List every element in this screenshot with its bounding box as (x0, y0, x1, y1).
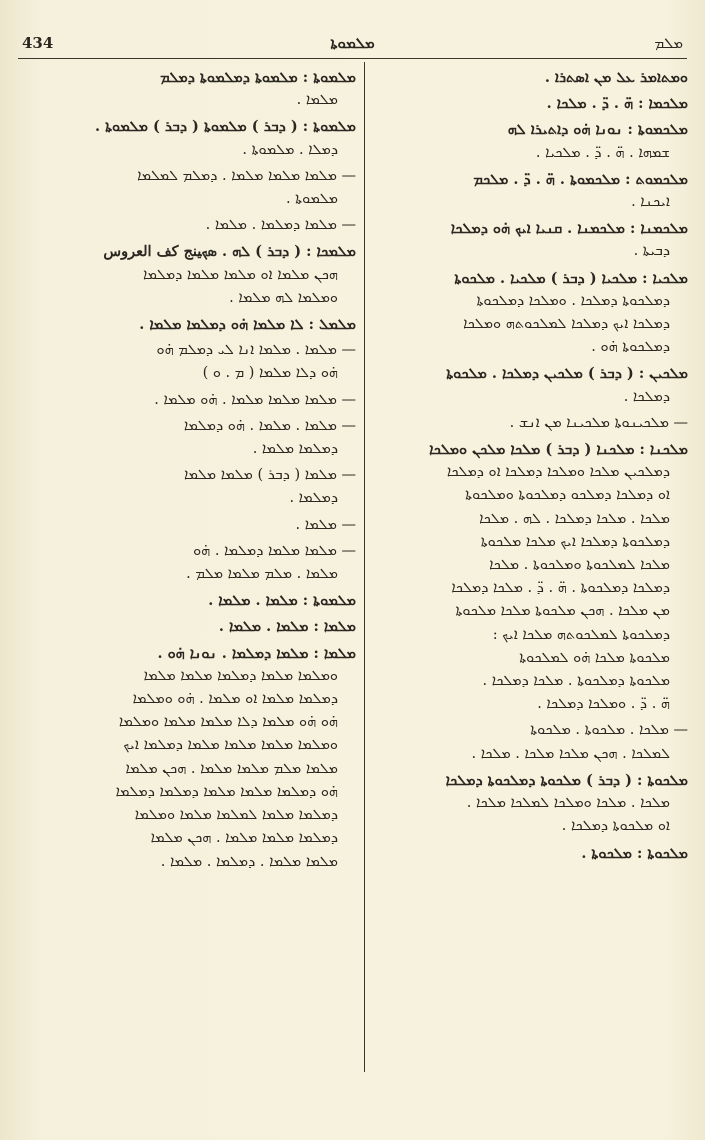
section-title: ܡܠܡ (654, 34, 683, 52)
entry-line: ܗ̇ܘ ܗ̇ܘ ܡܠܡܐ ܕܠܐ ܡܠܡܐ ܡܠܡܐ ܘܡܠܡܐ (118, 714, 338, 731)
dictionary-entry (376, 92, 688, 115)
entry-line: ܕܡܠܡܐ ܡܠܡܐ . (252, 441, 338, 458)
sub-entry (376, 719, 688, 765)
entry-line: — ܡܠܡܐ . ܡܠܡܐ . ܗ̇ܘ ܕܡܠܡܐ (183, 417, 356, 434)
sub-entry (20, 415, 356, 461)
sub-entry (20, 214, 356, 237)
entry-line: ܡܠܟܘܬܐ ܕܡܠܟܘܬܐ . ܡܠܟܐ ܕܡܠܟܐ . (482, 673, 670, 690)
entry-line: ܗ̇ܘ ܕܡܠܡܐ ܡܠܡܐ ܡܠܡܐ ܕܡܠܡܐ ܕܡܠܡܐ (115, 783, 338, 800)
entry-line: ܫܡܗܐ . ܗ̈ . ܕ̈ . ܡܠܟܝܐ . (535, 144, 670, 161)
entry-line: ܡܠܡܐ . (296, 92, 338, 109)
dictionary-entry (376, 118, 688, 164)
entry-line: ܡܠܡܐ . ܡܠܡ ܡܠܡܐ ܡܠܡ . (186, 566, 338, 583)
entry-line: ܐܝܟܢܐ . (631, 194, 670, 211)
dictionary-entry (20, 313, 356, 336)
dictionary-entry (20, 615, 356, 638)
entry-line: ܗ̈ . ܕ̈ . ܘܡܠܟܐ ܕܡܠܟܐ . (537, 696, 670, 713)
left-column (20, 66, 356, 877)
right-column (376, 66, 688, 868)
entry-line: ܡܠܟܐ . ܡܠܟܐ ܕܡܠܟܐ . ܠܗ . ܡܠܟܐ (479, 510, 670, 527)
entry-line: ܡܢ ܡܠܟܐ . ܗܟܢ ܡܠܟܘܬܐ ܡܠܟܐ ܡܠܟܘܬܐ (455, 603, 670, 620)
column-divider (364, 62, 365, 1072)
entry-line: ܕܡܠܟܐ . (623, 388, 670, 405)
entry-line: ܕܡܠܡܐ ܡܠܡܐ ܠܡܠܡܐ ܡܠܡܐ ܘܡܠܡܐ (134, 807, 338, 824)
dictionary-entry (376, 168, 688, 214)
sub-entry (20, 339, 356, 385)
entry-line: ܡܠܡܘܬܐ : ܡܠܡܐ . ܡܠܡܐ . (208, 592, 356, 610)
entry-line: — ܡܠܡܐ ( ܕܒܪ ) ܡܠܡܐ ܡܠܡܐ (183, 467, 356, 484)
entry-line: ܡܠܟܐ ܠܡܠܟܘܬܐ ܘܡܠܟܘܬܐ . ܡܠܟܐ (489, 557, 670, 574)
entry-line: ܡܠܟܘܬܐ : ( ܕܒܪ ) ܡܠܟܘܬܐ ܕܡܠܟܘܬܐ ܕܡܠܟܐ (445, 771, 688, 789)
entry-line: — ܡܠܡܐ ܕܡܠܡܐ . ܡܠܡܐ . (205, 217, 356, 234)
entry-line: ܕܡܠܟܝܢ ܡܠܟܐ ܘܡܠܟܐ ܕܡܠܟܐ ܐܘ ܕܡܠܟܐ (446, 464, 670, 481)
entry-line: ܕܡܠܟܘܬܐ ܠܡܠܟܘܬܗ ܡܠܟܐ ܐܝܟ : (492, 626, 670, 643)
entry-line: ܕܡܠܡܐ ܡܠܡܐ ܡܠܡܐ . ܗܟܢ ܡܠܡܐ (150, 830, 338, 847)
entry-line: ܐܘ ܡܠܟܘܬܐ ܕܡܠܟܐ . (561, 818, 670, 835)
entry-line: ܕܡܠܟܘܬܐ ܗ̇ܘ . (591, 339, 670, 356)
dictionary-entry (376, 769, 688, 839)
dictionary-entry (20, 589, 356, 612)
entry-line: — ܡܠܟܐ . ܡܠܟܘܬܐ . ܡܠܟܘܬܐ (530, 722, 688, 739)
dictionary-entry (376, 267, 688, 360)
dictionary-entry (376, 438, 688, 716)
entry-line: ܗ̇ܘ ܕܠܐ ܡܠܡܐ ( ܡ . ܘ ) (202, 365, 338, 382)
entry-line: — ܡܠܟܝܢܘܬܐ ܡܠܟܝܢܐ ܡܢ ܐܢܫ . (509, 414, 688, 431)
entry-line: ܕܡܠܐ . ܡܠܡܘܬܐ . (242, 141, 338, 158)
entry-line: ܡܠܡܠ : ܠܐ ܡܠܡܐ ܗ̇ܘ ܕܡܠܡܐ ܡܠܡܐ . (139, 316, 356, 334)
dictionary-entry (376, 362, 688, 408)
entry-line: ܡܠܟܝܢ : ( ܕܒܪ ) ܡܠܟܝܢ ܕܡܠܟܐ . ܡܠܟܘܬܐ (446, 365, 688, 383)
dictionary-entry (376, 217, 688, 263)
dictionary-entry (376, 66, 688, 89)
sub-entry (20, 464, 356, 510)
dictionary-entry (20, 240, 356, 310)
dictionary-entry (20, 642, 356, 874)
entry-line: ܠܡܠܟܐ . ܗܟܢ ܡܠܟܐ ܡܠܟܐ . ܡܠܟܐ . (471, 745, 670, 762)
dictionary-entry (20, 66, 356, 112)
entry-line: ܘܡܠܡܐ ܡܠܡܐ ܡܠܡܐ ܡܠܡܐ ܕܡܠܡܐ ܐܝܟ (123, 737, 338, 754)
sub-entry (20, 389, 356, 412)
entry-line: ܡܠܡܘܬܐ : ( ܕܒܪ ) ܡܠܡܘܬܐ ( ܕܒܪ ) ܡܠܡܘܬܐ . (95, 118, 356, 136)
entry-line: — ܡܠܡܐ . ܡܠܡܐ ܐܢܐ ܠܝ ܕܡܠܡ ܗ̇ܘ (156, 342, 356, 359)
entry-line: ܡܠܟܡܢܐ : ܡܠܟܡܢܐ . ܩܢܝܐ ܐܝܟ ܗ̇ܘ ܕܡܠܟܐ (450, 220, 688, 238)
entry-line: ܘܡܠܡܐ ܠܗ ܡܠܡܐ . (229, 289, 338, 306)
entry-line: — ܡܠܡܐ ܡܠܡܐ ܕܡܠܡܐ . ܗ̇ܘ (193, 542, 356, 559)
dictionary-entry (20, 115, 356, 161)
entry-line: ܡܠܟܡܐ : ܗ̈ . ܕ̈ . ܡܠܟܐ . (546, 95, 688, 113)
entry-line: ܡܠܟܢܐ : ܡܠܟܢܐ ( ܕܒܪ ) ܡܠܟܐ ܡܠܟܢ ܘܡܠܟܐ (429, 441, 688, 459)
entry-line: ܕܒܝܬܐ . (633, 243, 670, 260)
entry-line: ܡܠܡܟܐ : ( ܕܒܪ ) ܠܗ . ܣܟﯿﻨﺞ ﻛﻒ ﺍﻟﻌﺮﻭﺱ (103, 243, 356, 261)
entry-line: ܗܟܢ ܡܠܡܐ ܐܘ ܡܠܡܐ ܡܠܡܐ ܕܡܠܡܐ (143, 266, 338, 283)
entry-line: ܡܠܡܐ ܡܠܡ ܡܠܡܐ ܡܠܡܐ . ܗܟܢ ܡܠܡܐ (125, 760, 338, 777)
entry-line: ܡܠܟܘܬܐ ܡܠܟܐ ܗ̇ܘ ܠܡܠܟܘܬܐ (519, 649, 670, 666)
page-number: 434 (22, 34, 54, 52)
entry-line: ܡܠܟܐ . ܡܠܟܐ ܘܡܠܟܐ ܠܡܠܟܐ ܡܠܟܐ . (466, 795, 670, 812)
entry-line: ܕܡܠܟܐ ܐܝܟ ܕܡܠܟܐ ܠܡܠܟܘܬܗ ܘܡܠܟܐ (463, 316, 670, 333)
entry-line: ܘܡܬܐܡܪ ܥܠ ܡܢ ܐܣܬܪܐ . (544, 69, 688, 86)
entry-line: ܡܠܟܡܘܬ : ܡܠܟܡܘܬܐ . ܗ̈ . ܕ̈ . ܡܠܟܡ (473, 170, 688, 188)
entry-line: ܡܠܡܘܬܐ : ܡܠܡܘܬܐ ܕܡܠܡܘܬܐ ܕܡܠܡ (160, 69, 356, 86)
sub-entry (20, 165, 356, 211)
entry-line: — ܡܠܡܐ ܡܠܡܐ ܡܠܡܐ . ܕܡܠܡ ܠܡܠܡܐ (137, 167, 356, 184)
entry-line: ܡܠܡܐ : ܡܠܡܐ ܕܡܠܡܐ . ܢܘܢܐ ܗ̇ܘ . (157, 644, 356, 662)
entry-line: ܡܠܡܐ ܡܠܡܐ . ܕܡܠܡܐ . ܡܠܡܐ . (160, 853, 338, 870)
entry-line: — ܡܠܡܐ . (295, 516, 356, 533)
entry-line: ܡܠܟܘܬܐ : ܡܠܟܘܬܐ . (581, 844, 688, 862)
entry-line: ܕܡܠܟܘܬܐ ܕܡܠܟܐ . ܘܡܠܟܐ ܕܡܠܟܘܬܐ (476, 292, 670, 309)
page-header (22, 32, 683, 58)
entry-line: — ܡܠܡܐ ܡܠܡܐ ܡܠܡܐ . ܗ̇ܘ ܡܠܡܐ . (154, 391, 356, 408)
entry-line: ܡܠܡܘܬܐ . (285, 191, 338, 208)
sub-entry (20, 514, 356, 537)
entry-line: ܐܘ ܕܡܠܟܐ ܕܡܠܟܘ ܕܡܠܟܘܬܐ ܘܡܠܟܘܬܐ (465, 487, 670, 504)
sub-entry (376, 412, 688, 435)
sub-entry (20, 540, 356, 586)
entry-line: ܡܠܟܡܘܬܐ : ܢܘܢܐ ܗ̇ܘ ܕܐܬܝܪܐ ܠܗ (507, 121, 688, 139)
entry-line: ܡܠܟܝܐ : ܡܠܟܝܐ ( ܕܒܪ ) ܡܠܟܝܐ . ܡܠܟܘܬܐ (454, 269, 688, 287)
entry-line: ܕܡܠܟܐ ܕܡܠܟܘܬܐ . ܗ̈ . ܕ̈ . ܡܠܟܐ ܕܡܠܟܐ (451, 580, 670, 597)
dictionary-entry (376, 842, 688, 865)
entry-line: ܕܡܠܡܐ . (289, 490, 338, 507)
header-rule (18, 58, 687, 59)
entry-line: ܕܡܠܟܘܬܐ ܕܡܠܟܐ ܐܝܟ ܡܠܟܐ ܡܠܟܘܬܐ (480, 533, 670, 550)
entry-line: ܕܡܠܡܐ ܡܠܡܐ ܐܘ ܡܠܡܐ . ܗ̇ܘ ܘܡܠܡܐ (132, 691, 338, 708)
running-title: ܡܠܡܘܬܐ (330, 34, 375, 52)
entry-line: ܡܠܡܐ : ܡܠܡܐ . ܡܠܡܐ . (218, 618, 356, 636)
entry-line: ܘܡܠܡܐ ܡܠܡܐ ܕܡܠܡܐ ܡܠܡܐ ܡܠܡܐ (143, 667, 338, 684)
